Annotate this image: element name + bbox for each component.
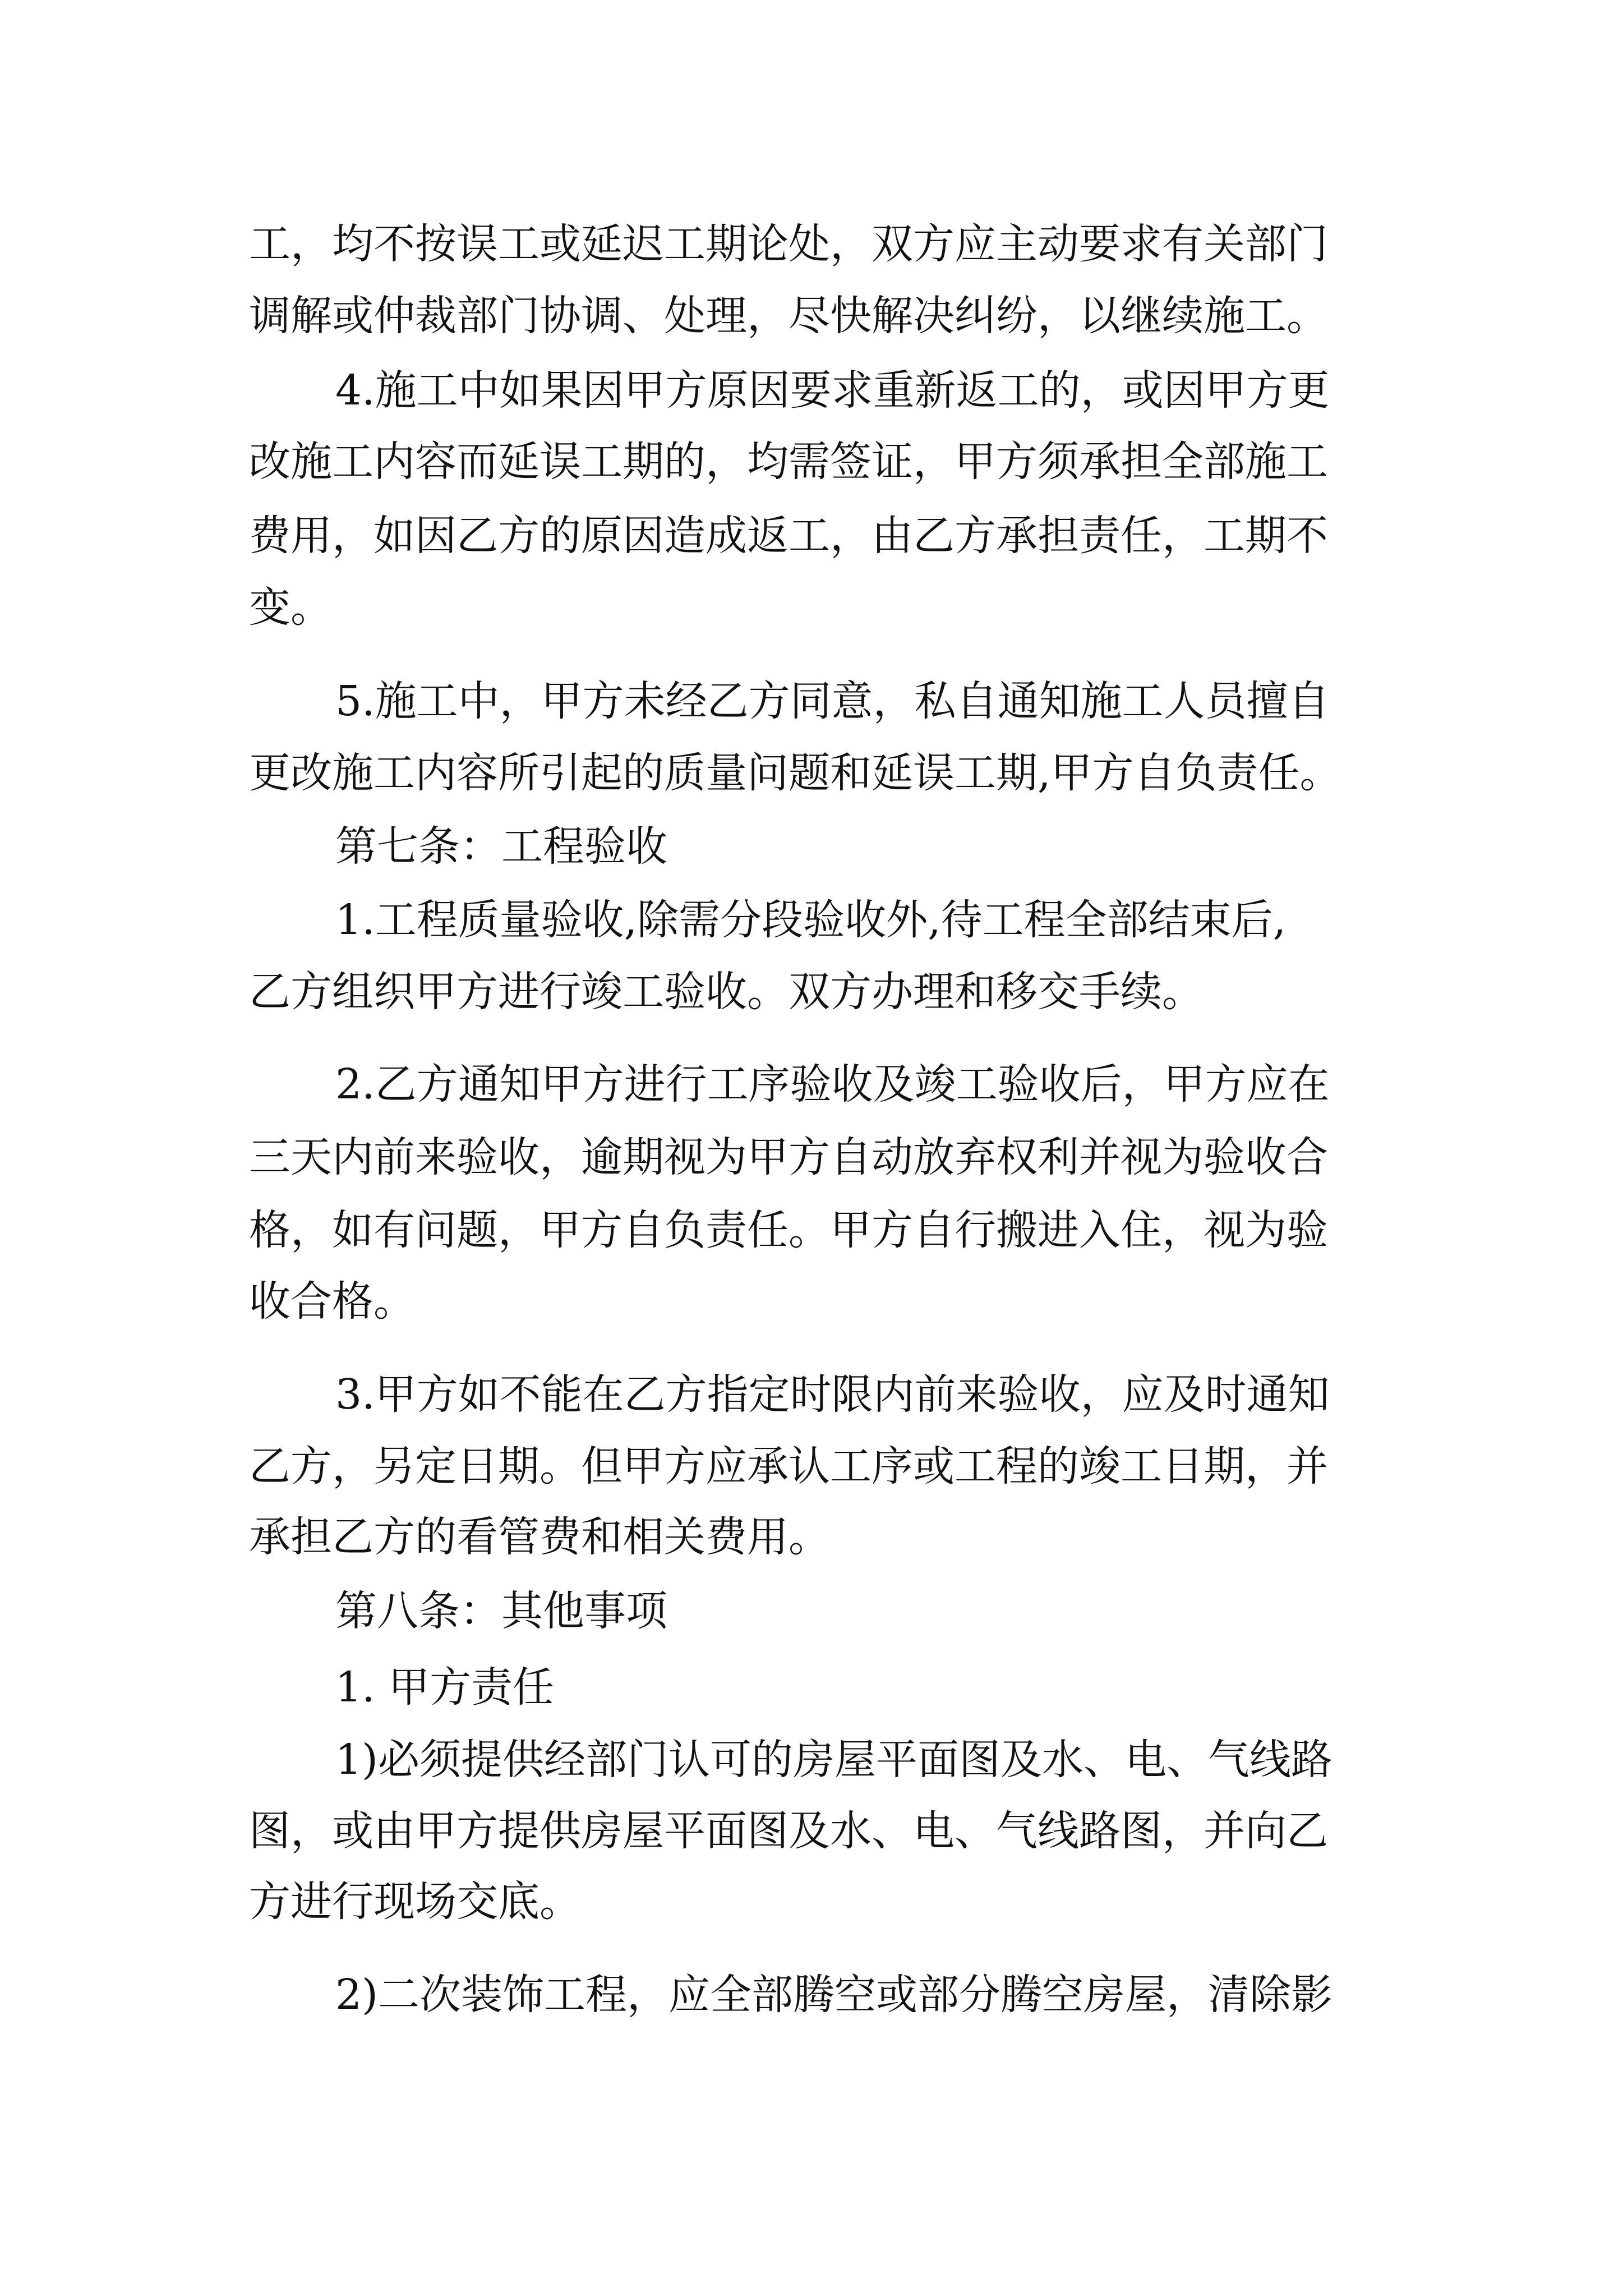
text-line: 工，均不按误工或延迟工期论处，双方应主动要求有关部门 — [249, 220, 1328, 268]
text-line: 三天内前来验收，逾期视为甲方自动放弃权利并视为验收合 — [249, 1133, 1328, 1181]
text-line: 2)二次装饰工程，应全部腾空或部分腾空房屋，清除影 — [335, 1971, 1332, 2019]
text-line: 方进行现场交底。 — [249, 1878, 581, 1926]
text-line: 图，或由甲方提供房屋平面图及水、电、气线路图，并向乙 — [249, 1807, 1328, 1855]
text-line: 3.甲方如不能在乙方指定时限内前来验收，应及时通知 — [335, 1370, 1330, 1419]
text-line: 改施工内容而延误工期的，均需签证，甲方须承担全部施工 — [249, 438, 1328, 486]
text-line: 2.乙方通知甲方进行工序验收及竣工验收后，甲方应在 — [335, 1060, 1330, 1108]
text-line: 更改施工内容所引起的质量问题和延误工期,甲方自负责任。 — [249, 749, 1341, 797]
text-line: 乙方，另定日期。但甲方应承认工序或工程的竣工日期，并 — [249, 1442, 1328, 1490]
section-heading: 第七条：工程验收 — [335, 822, 667, 871]
text-line: 4.施工中如果因甲方原因要求重新返工的，或因甲方更 — [335, 366, 1330, 415]
text-line: 1.工程质量验收,除需分段验收外,待工程全部结束后, — [335, 896, 1287, 944]
text-line: 5.施工中，甲方未经乙方同意，私自通知施工人员擅自 — [335, 677, 1330, 725]
section-heading: 第八条：其他事项 — [335, 1587, 667, 1635]
text-line: 变。 — [249, 583, 332, 632]
text-line: 承担乙方的看管费和相关费用。 — [249, 1513, 830, 1561]
text-line: 乙方组织甲方进行竣工验收。双方办理和移交手续。 — [249, 968, 1204, 1016]
text-line: 调解或仲裁部门协调、处理，尽快解决纠纷，以继续施工。 — [249, 292, 1328, 340]
text-line: 收合格。 — [249, 1277, 415, 1326]
text-line: 格，如有问题，甲方自负责任。甲方自行搬进入住，视为验 — [249, 1206, 1328, 1254]
text-line: 费用，如因乙方的原因造成返工，由乙方承担责任，工期不 — [249, 512, 1328, 560]
subsection-heading: 1. 甲方责任 — [335, 1663, 555, 1711]
text-line: 1)必须提供经部门认可的房屋平面图及水、电、气线路 — [335, 1736, 1332, 1784]
